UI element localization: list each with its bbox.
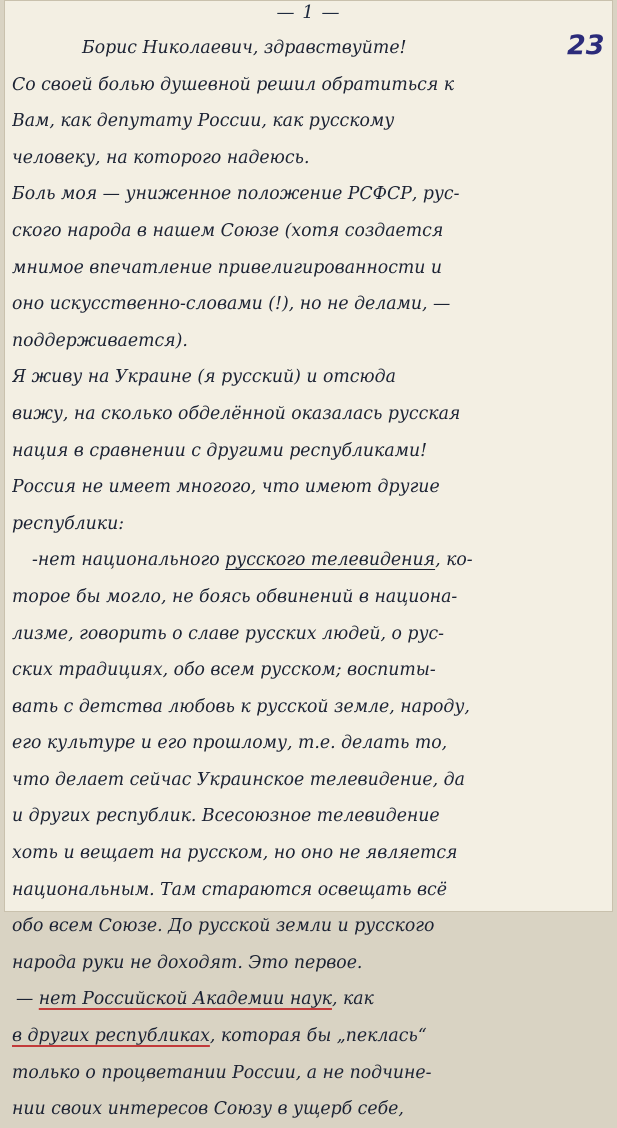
text-line	[12, 689, 608, 726]
text-line	[12, 798, 608, 835]
text-segment: поддерживается).	[12, 330, 188, 351]
text-line	[12, 213, 608, 250]
text-line	[12, 250, 608, 287]
text-segment: -нет национального	[32, 550, 226, 571]
text-line	[12, 67, 608, 104]
text-segment: только о процветании России, а не подчине-	[12, 1062, 432, 1083]
text-line	[12, 140, 608, 177]
underlined-phrase: нет Российской Академии наук	[38, 989, 332, 1010]
text-segment: торое бы могло, не боясь обвинений в национа-	[12, 586, 458, 607]
text-segment: Вам, как депутату России, как русскому	[12, 111, 395, 132]
text-line	[12, 1091, 608, 1128]
text-line	[12, 1055, 608, 1092]
text-segment: , которая бы „пеклась“	[209, 1026, 427, 1047]
text-segment: мнимое впечатление привелигированности и	[12, 257, 443, 278]
text-line	[12, 872, 608, 909]
text-line	[12, 359, 608, 396]
text-line	[12, 762, 608, 799]
page-number: — 1 —	[276, 2, 341, 23]
text-segment: Со своей болью душевной решил обратиться к	[12, 74, 455, 95]
text-line	[12, 176, 608, 213]
text-line	[12, 433, 608, 470]
text-segment: , ко-	[435, 550, 473, 571]
text-line	[12, 396, 608, 433]
text-segment: —	[16, 989, 39, 1010]
text-line	[12, 981, 608, 1018]
text-line	[12, 542, 608, 579]
text-segment: Я живу на Украине (я русский) и отсюда	[12, 367, 396, 388]
text-line	[12, 286, 608, 323]
text-line	[12, 725, 608, 762]
text-segment: Россия не имеет многого, что имеют другие	[12, 477, 440, 498]
text-segment: его культуре и его прошлому, т.е. делать то,	[12, 733, 448, 754]
text-line	[12, 908, 608, 945]
text-segment: республики:	[12, 513, 125, 534]
text-segment: национальным. Там стараются освещать всё	[12, 879, 447, 900]
text-segment: вижу, на сколько обделённой оказалась русская	[12, 403, 461, 424]
text-segment: ских традициях, обо всем русском; воспиты-	[12, 660, 436, 681]
text-line	[12, 323, 608, 360]
text-segment: нии своих интересов Союзу в ущерб себе,	[12, 1099, 404, 1120]
text-segment: хоть и вещает на русском, но оно не является	[12, 843, 458, 864]
text-segment: человеку, на которого надеюсь.	[12, 147, 310, 168]
archive-number-mark: 23	[567, 30, 605, 61]
text-segment: оно искусственно-словами (!), но не делами, —	[12, 294, 451, 315]
text-segment: Боль моя — униженное положение РСФСР, рус-	[12, 184, 460, 205]
text-segment: лизме, говорить о славе русских людей, о рус-	[12, 623, 444, 644]
text-line	[12, 835, 608, 872]
text-segment: что делает сейчас Украинское телевидение, да	[12, 769, 465, 790]
text-line	[12, 579, 608, 616]
text-line	[12, 652, 608, 689]
text-segment: обо всем Союзе. До русской земли и русского	[12, 916, 435, 937]
underlined-phrase: в других республиках	[12, 1026, 210, 1047]
text-line	[12, 30, 608, 67]
text-segment: Борис Николаевич, здравствуйте!	[82, 38, 407, 58]
text-line	[12, 945, 608, 982]
text-line	[12, 1018, 608, 1055]
text-line	[12, 103, 608, 140]
underlined-phrase: русского телевидения	[225, 550, 436, 571]
text-segment: и других республик. Всесоюзное телевидение	[12, 806, 440, 827]
text-segment: народа руки не доходят. Это первое.	[12, 952, 363, 973]
text-segment: вать с детства любовь к русской земле, народу,	[12, 696, 470, 717]
text-segment: нация в сравнении с другими республиками!	[12, 440, 428, 461]
letter-page	[4, 0, 613, 1120]
text-line	[12, 469, 608, 506]
letter-body	[12, 30, 608, 1128]
text-segment: , как	[331, 989, 374, 1010]
text-line	[12, 616, 608, 653]
text-line	[12, 506, 608, 543]
text-segment: ского народа в нашем Союзе (хотя создается	[12, 220, 444, 241]
